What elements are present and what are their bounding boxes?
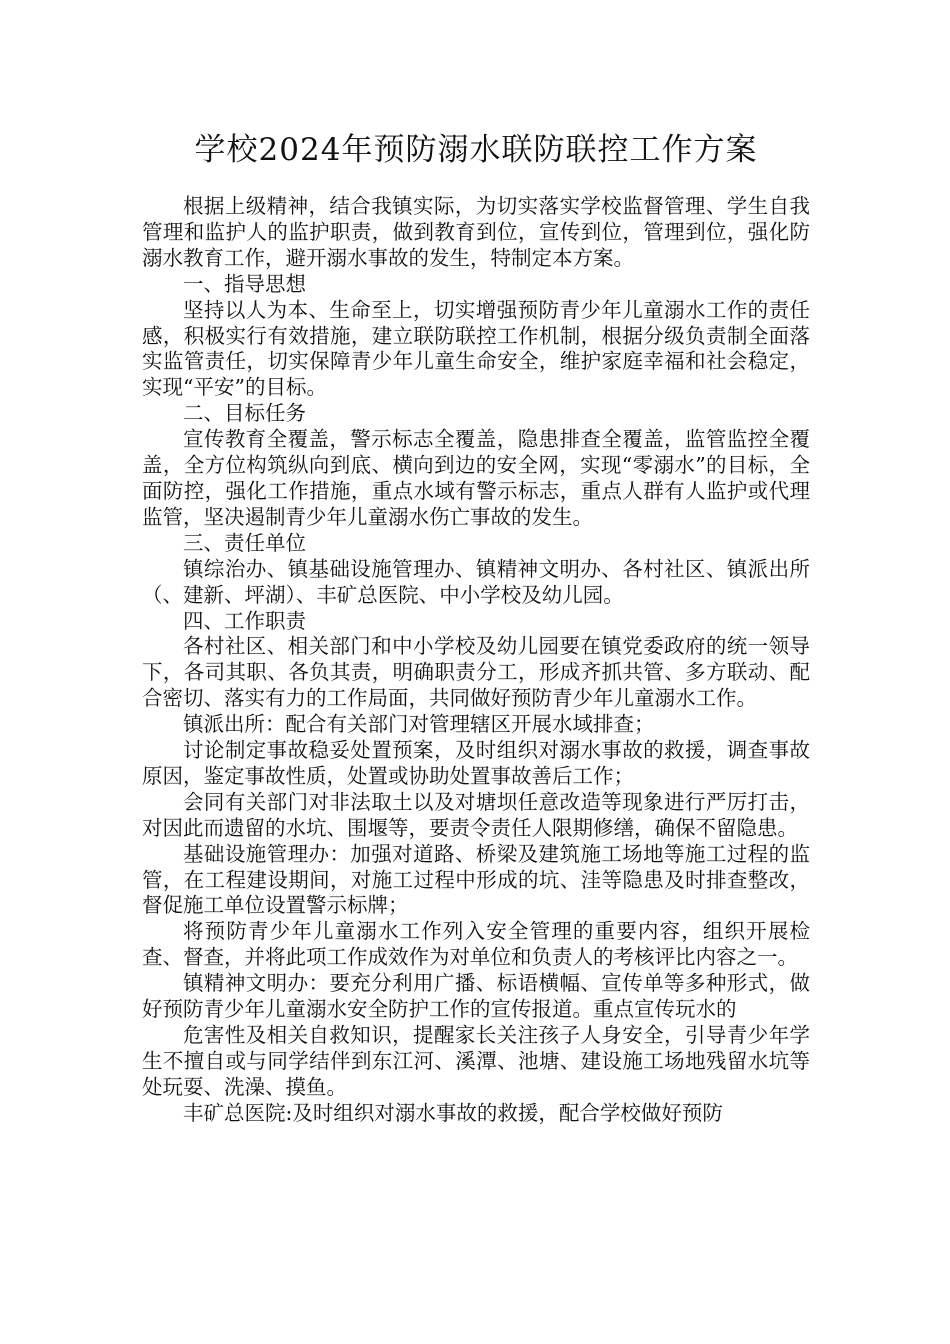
hospital-paragraph: 丰矿总医院:及时组织对溺水事故的救援，配合学校做好预防 bbox=[183, 1100, 723, 1125]
infrastructure-office-paragraph: 基础设施管理办：加强对道路、桥梁及建筑施工场地等施工过程的监管，在工程建设期间，对施工过程中形成的坑、洼等隐患及时排查整改，督促施工单位设置警示标牌； bbox=[142, 841, 810, 918]
crackdown-paragraph: 会同有关部门对非法取土以及对塘坝任意改造等现象进行严厉打击，对因此而遗留的水坑、围堰等，要责令责任人限期修缮，确保不留隐患。 bbox=[142, 789, 810, 840]
safety-management-paragraph: 将预防青少年儿童溺水工作列入安全管理的重要内容，组织开展检查、督查，并将此项工作成效作为对单位和负责人的考核评比内容之一。 bbox=[142, 919, 810, 970]
section-heading-guiding-ideology: 一、指导思想 bbox=[183, 271, 306, 296]
document-page bbox=[142, 128, 810, 1127]
hazard-awareness-paragraph: 危害性及相关自救知识，提醒家长关注孩子人身安全，引导青少年学生不擅自或与同学结伴到东江河、溪潭、池塘、建设施工场地残留水坑等处玩耍、洗澡、摸鱼。 bbox=[142, 1023, 810, 1099]
document-body bbox=[142, 194, 810, 1127]
duties-paragraph: 各村社区、相关部门和中小学校及幼儿园要在镇党委政府的统一领导下，各司其职、各负其责，明确职责分工，形成齐抓共管、多方联动、配合密切、落实有力的工作局面，共同做好预防青少年儿童溺水工作。 bbox=[142, 634, 810, 711]
goals-paragraph: 宣传教育全覆盖，警示标志全覆盖，隐患排查全覆盖，监管监控全覆盖，全方位构筑纵向到底、横向到边的安全网，实现“零溺水”的目标，全面防控，强化工作措施，重点水域有警示标志，重点人群有人监护或代理监管，坚决遏制青少年儿童溺水伤亡事故的发生。 bbox=[142, 427, 810, 529]
civilization-office-paragraph: 镇精神文明办：要充分利用广播、标语横幅、宣传单等多种形式，做好预防青少年儿童溺水安全防护工作的宣传报道。重点宣传玩水的 bbox=[142, 971, 810, 1022]
section-heading-goals: 二、目标任务 bbox=[183, 401, 306, 426]
police-station-paragraph: 镇派出所：配合有关部门对管理辖区开展水域排查； bbox=[183, 712, 655, 737]
section-heading-duties: 四、工作职责 bbox=[183, 608, 306, 633]
responsible-units-paragraph: 镇综治办、镇基础设施管理办、镇精神文明办、各村社区、镇派出所（、建新、坪湖）、丰矿总医院、中小学校及幼儿园。 bbox=[142, 556, 810, 607]
intro-paragraph: 根据上级精神，结合我镇实际，为切实落实学校监督管理、学生自我管理和监护人的监护职责，做到教育到位，宣传到位，管理到位，强化防溺水教育工作，避开溺水事故的发生，特制定本方案。 bbox=[142, 194, 810, 270]
guiding-ideology-paragraph: 坚持以人为本、生命至上，切实增强预防青少年儿童溺水工作的责任感，积极实行有效措施，建立联防联控工作机制，根据分级负责制全面落实监管责任，切实保障青少年儿童生命安全，维护家庭幸福和社会稳定，实现“平安”的目标。 bbox=[142, 297, 810, 400]
emergency-plan-paragraph: 讨论制定事故稳妥处置预案，及时组织对溺水事故的救援，调查事故原因，鉴定事故性质，处置或协助处置事故善后工作； bbox=[142, 738, 810, 788]
section-heading-responsible-units: 三、责任单位 bbox=[183, 530, 306, 555]
document-title: 学校2024年预防溺水联防联控工作方案 bbox=[194, 132, 758, 168]
